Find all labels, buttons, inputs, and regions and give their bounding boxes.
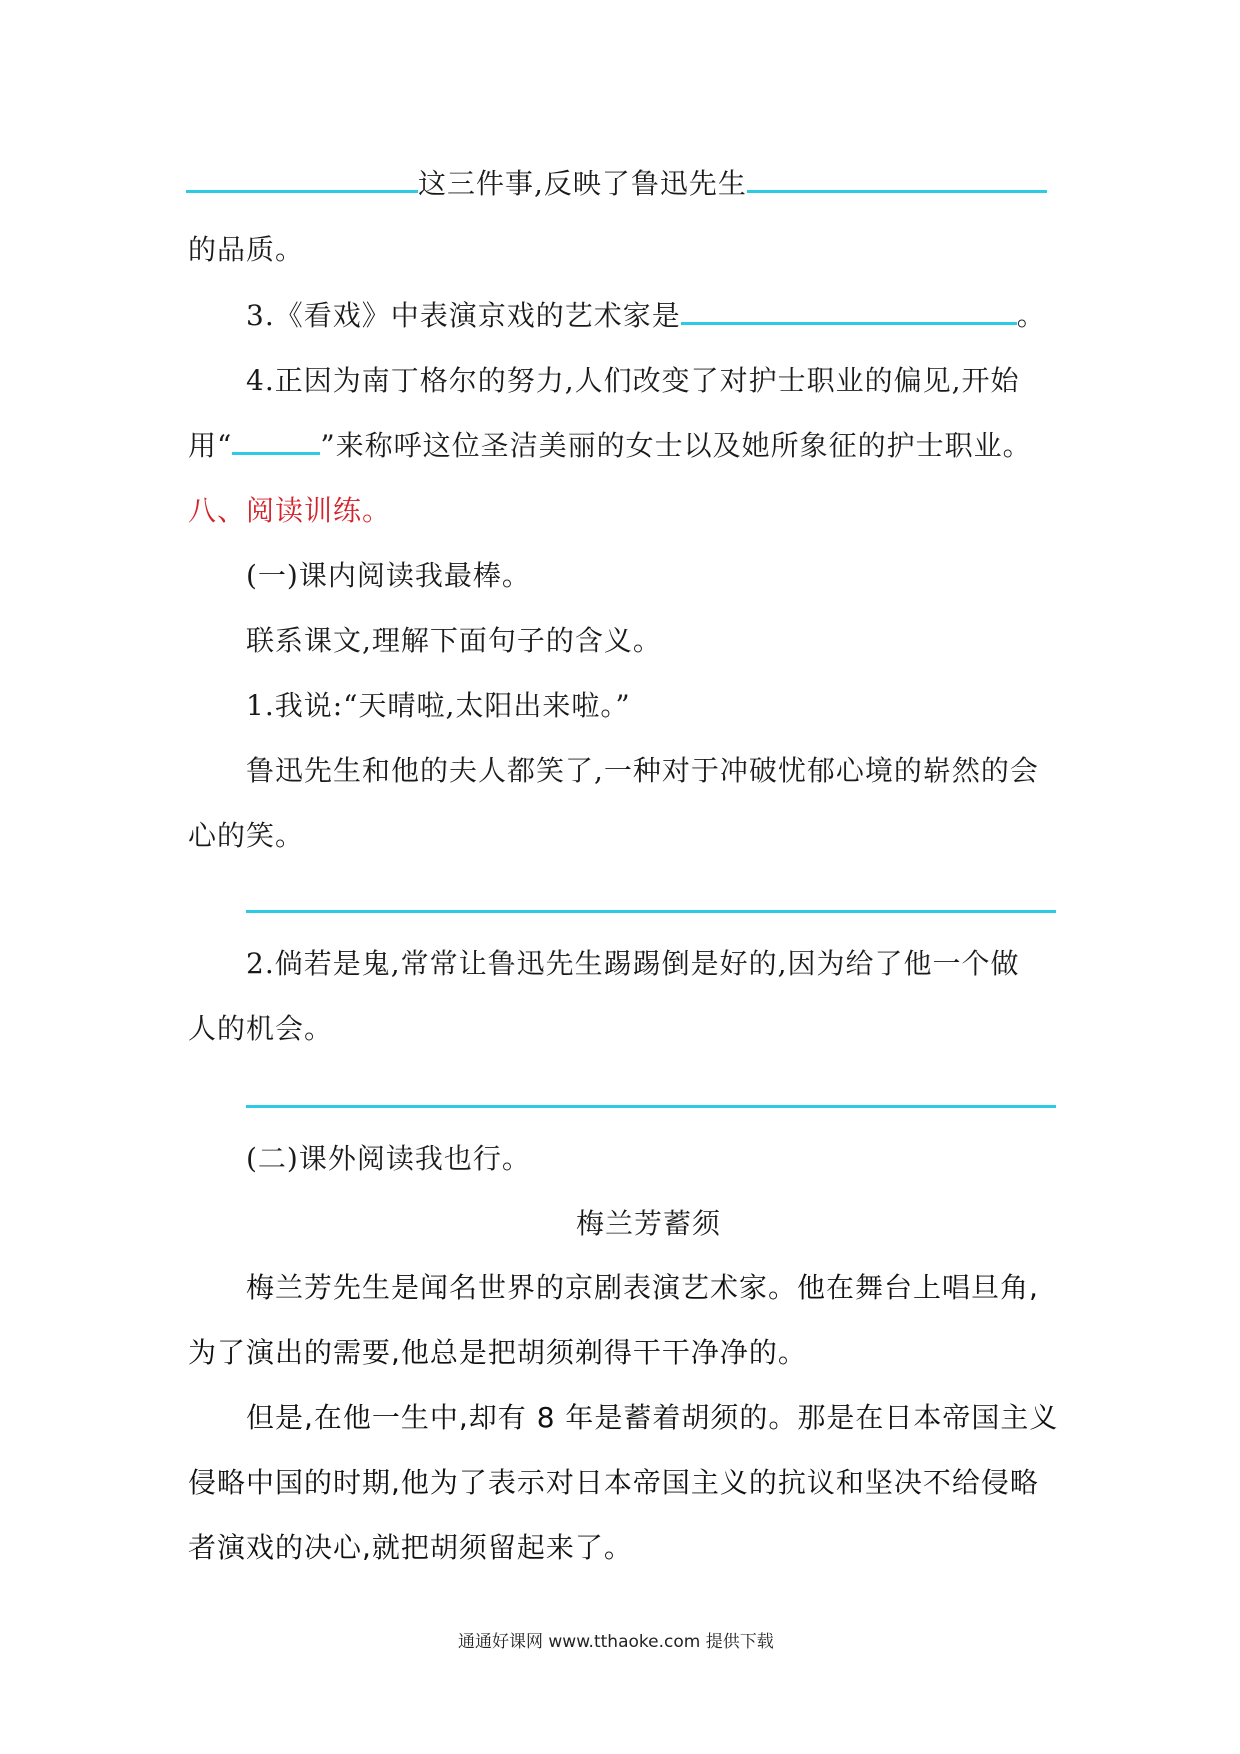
article-title: 梅兰芳蓄须 xyxy=(576,1207,722,1240)
q3-line xyxy=(246,296,1046,336)
q3-text: 3.《看戏》中表演京戏的艺术家是 xyxy=(246,299,681,332)
item1-sentence: 1.我说:“天晴啦,太阳出来啦。” xyxy=(246,689,631,722)
q2-line2: 的品质。 xyxy=(188,233,305,266)
article-line-4: 侵略中国的时期,他为了表示对日本帝国主义的抗议和坚决不给侵略 xyxy=(188,1466,1039,1499)
article-line-3: 但是,在他一生中,却有 8 年是蓄着胡须的。那是在日本帝国主义 xyxy=(246,1401,1059,1434)
part2-title: (二)课外阅读我也行。 xyxy=(246,1142,531,1175)
q2-text: 这三件事,反映了鲁迅先生 xyxy=(418,167,747,200)
item2-answer-line[interactable] xyxy=(246,1105,1056,1108)
q3-end: 。 xyxy=(1016,299,1046,332)
item1-answer-line[interactable] xyxy=(246,910,1056,913)
article-line-2: 为了演出的需要,他总是把胡须剃得干干净净的。 xyxy=(188,1336,807,1369)
article-line-1: 梅兰芳先生是闻名世界的京剧表演艺术家。他在舞台上唱旦角, xyxy=(246,1271,1039,1304)
section8-heading: 八、阅读训练。 xyxy=(188,494,392,527)
part1-title: (一)课内阅读我最棒。 xyxy=(246,559,531,592)
item2-line1: 2.倘若是鬼,常常让鲁迅先生踢踢倒是好的,因为给了他一个做 xyxy=(246,947,1020,980)
part1-instruction: 联系课文,理解下面句子的含义。 xyxy=(246,624,662,657)
q2-line1 xyxy=(186,164,1047,204)
item1-quote-line2: 心的笑。 xyxy=(188,819,305,852)
q2-blank-2[interactable] xyxy=(747,168,1047,193)
q4-line2 xyxy=(188,426,1032,466)
q2-blank-1[interactable] xyxy=(186,168,418,193)
q4-blank[interactable] xyxy=(232,430,320,455)
article-line-5: 者演戏的决心,就把胡须留起来了。 xyxy=(188,1531,633,1564)
footer-credit: 通通好课网 www.tthaoke.com 提供下载 xyxy=(458,1632,774,1652)
q4-open: 用“ xyxy=(188,429,233,462)
q4-rest: ”来称呼这位圣洁美丽的女士以及她所象征的护士职业。 xyxy=(320,429,1032,462)
item2-line2: 人的机会。 xyxy=(188,1012,334,1045)
q4-line1: 4.正因为南丁格尔的努力,人们改变了对护士职业的偏见,开始 xyxy=(246,364,1020,397)
item1-quote-line1: 鲁迅先生和他的夫人都笑了,一种对于冲破忧郁心境的崭然的会 xyxy=(246,754,1039,787)
q3-blank[interactable] xyxy=(681,300,1017,325)
